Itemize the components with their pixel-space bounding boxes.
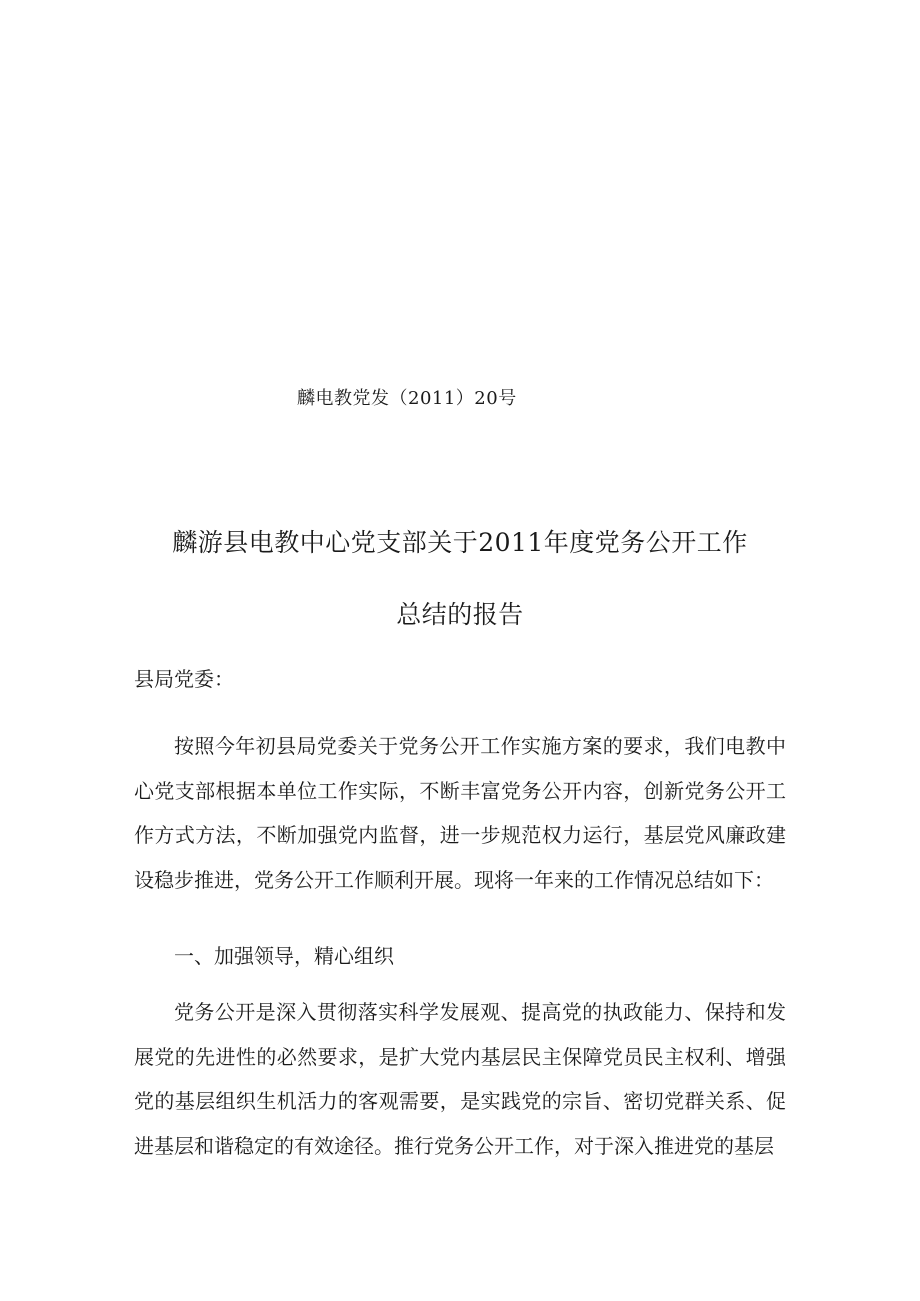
document-title-line-2: 总结的报告 [396, 600, 524, 629]
section-heading-1: 一、加强领导，精心组织 [174, 944, 394, 968]
paragraph-section-1: 党务公开是深入贯彻落实科学发展观、提高党的执政能力、保持和发展党的先进性的必然要求，是扩大党内基层民主保障党员民主权利、增强党的基层组织生机活力的客观需要，是实践党的宗旨、密切党群关系、促进基层和谐稳定的有效途径。推行党务公开工作，对于深入推进党的基层 [134, 1000, 786, 1158]
document-title-line-1: 麟游县电教中心党支部关于2011年度党务公开工作 [172, 528, 748, 557]
salutation: 县局党委： [134, 667, 234, 691]
paragraph-introduction: 按照今年初县局党委关于党务公开工作实施方案的要求，我们电教中心党支部根据本单位工作实际，不断丰富党务公开内容，创新党务公开工作方式方法，不断加强党内监督，进一步规范权力运行，基层党风廉政建设稳步推进，党务公开工作顺利开展。现将一年来的工作情况总结如下： [134, 734, 786, 892]
document-number: 麟电教党发（2011）20号 [297, 388, 517, 409]
